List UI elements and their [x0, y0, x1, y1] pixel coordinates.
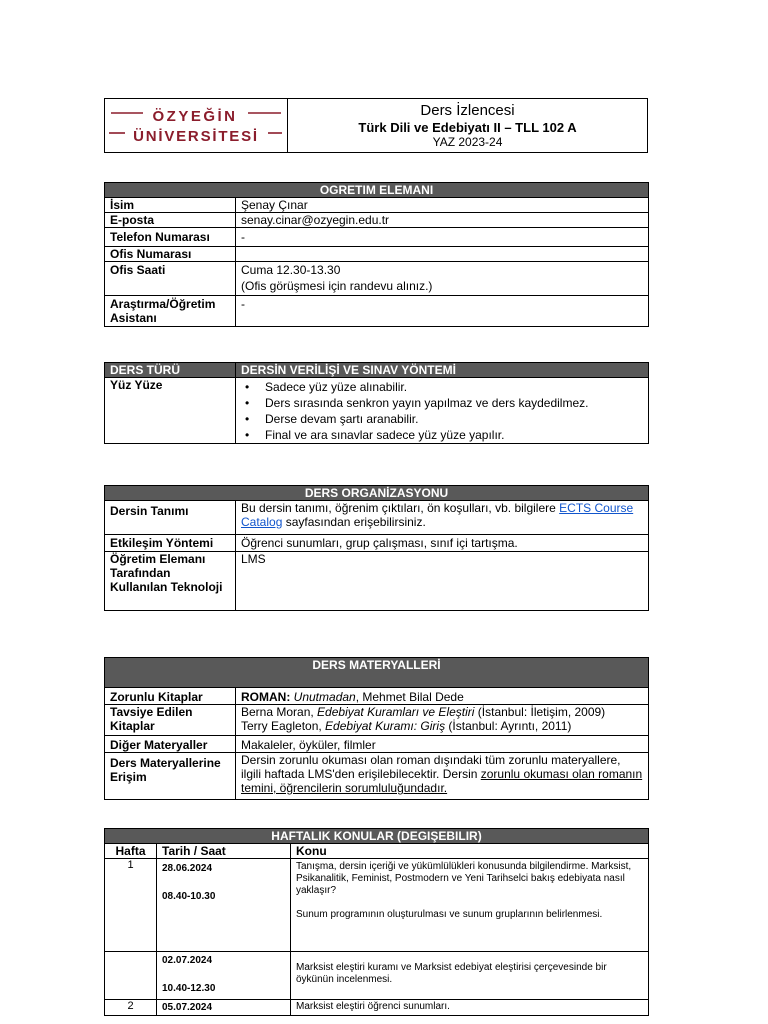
required-book-title: Unutmadan	[293, 690, 356, 704]
course-type-heading: DERS TÜRÜ	[105, 363, 236, 378]
course-type-value: Yüz Yüze	[105, 378, 236, 444]
course-description-value	[236, 501, 649, 535]
assistant-value: -	[236, 296, 649, 327]
list-item: • Derse devam şartı aranabilir.	[241, 411, 643, 427]
table-row	[105, 501, 649, 535]
delivery-table	[104, 362, 649, 444]
email-value: senay.cinar@ozyegin.edu.tr	[236, 213, 649, 228]
book-title: Edebiyat Kuramları ve Eleştiri	[317, 705, 475, 719]
instructor-heading: OGRETIM ELEMANI	[105, 183, 649, 198]
name-value: Şenay Çınar	[236, 198, 649, 213]
ects-catalog-link[interactable]: ECTS Course Catalog	[241, 501, 634, 529]
interaction-method-label: Etkileşim Yöntemi	[105, 535, 236, 552]
other-materials-value: Makaleler, öyküler, filmler	[236, 736, 649, 753]
materials-table	[104, 657, 649, 800]
course-description-label: Dersin Tanımı	[105, 501, 236, 535]
title-block	[288, 99, 647, 152]
list-item: • Final ve ara sınavlar sadece yüz yüze yapılır.	[241, 427, 643, 443]
phone-value: -	[236, 228, 649, 247]
organization-heading: DERS ORGANİZASYONU	[105, 486, 649, 501]
phone-label: Telefon Numarası	[105, 228, 236, 247]
required-books-label: Zorunlu Kitaplar	[105, 688, 236, 705]
lesson-date: 02.07.2024	[162, 955, 213, 966]
required-book-author: , Mehmet Bilal Dede	[355, 690, 464, 704]
instructor-table	[104, 182, 649, 327]
office-hours-note: (Ofis görüşmesi için randevu alınız.)	[241, 279, 433, 293]
assistant-label: Araştırma/Öğretim Asistanı	[105, 296, 236, 327]
table-row	[105, 688, 649, 705]
book-author: Berna Moran,	[241, 705, 318, 719]
topic-text: Marksist eleştiri öğrenci sunumları.	[296, 1001, 450, 1012]
recommended-books-label: Tavsiye Edilen Kitaplar	[105, 705, 236, 736]
topic-cell	[291, 1000, 649, 1016]
interaction-method-value: Öğrenci sunumları, grup çalışması, sınıf içi tartışma.	[236, 535, 649, 552]
recommended-book-2	[241, 719, 643, 733]
week-number: 2	[105, 1000, 157, 1016]
book-publisher: (İstanbul: İletişim, 2009)	[474, 705, 606, 719]
table-row	[105, 535, 649, 552]
material-access-label: Ders Materyallerine Erişim	[105, 753, 236, 800]
table-row	[105, 753, 649, 800]
list-item: • Sadece yüz yüze alınabilir.	[241, 379, 643, 395]
topic-text: Marksist eleştiri kuramı ve Marksist edebiyat eleştirisi çerçevesinde bir öykünün incelenmesi.	[296, 962, 607, 985]
date-time	[157, 1000, 291, 1016]
table-row	[105, 552, 649, 611]
table-row	[105, 378, 649, 444]
material-access-value	[236, 753, 649, 800]
topic-cell	[291, 952, 649, 1000]
table-row	[105, 296, 649, 327]
table-row	[105, 198, 649, 213]
recommended-book-1	[241, 705, 643, 719]
required-books-type: ROMAN:	[241, 690, 291, 704]
document-title: Ders İzlencesi	[420, 102, 515, 119]
week-number: 1	[105, 859, 157, 952]
delivery-rules	[236, 378, 649, 444]
other-materials-label: Diğer Materyaller	[105, 736, 236, 753]
topic-text: Sunum programının oluşturulması ve sunum gruplarının belirlenmesi.	[296, 909, 603, 920]
office-number-value	[236, 247, 649, 262]
course-name: Türk Dili ve Edebiyatı II – TLL 102 A	[358, 120, 577, 135]
lesson-date: 05.07.2024	[162, 1002, 213, 1013]
table-row	[105, 228, 649, 247]
office-hours-label: Ofis Saati	[105, 262, 236, 296]
technology-value: LMS	[236, 552, 649, 611]
delivery-method-heading: DERSİN VERİLİŞİ VE SINAV YÖNTEMİ	[236, 363, 649, 378]
email-label: E-posta	[105, 213, 236, 228]
logo-graphic	[105, 99, 288, 152]
technology-label: Öğretim Elemanı Tarafından Kullanılan Teknoloji	[105, 552, 236, 611]
weekly-topics-table	[104, 828, 649, 1016]
lesson-date: 28.06.2024	[162, 863, 213, 874]
table-row	[105, 705, 649, 736]
table-row	[105, 859, 649, 952]
materials-heading: DERS MATERYALLERİ	[105, 658, 649, 688]
logo-text-line1: ÖZYEĞİN	[152, 108, 238, 125]
office-number-label: Ofis Numarası	[105, 247, 236, 262]
university-logo	[105, 99, 288, 152]
required-books-value	[236, 688, 649, 705]
office-hours-time: Cuma 12.30-13.30	[241, 263, 341, 277]
week-column-header: Hafta	[105, 844, 157, 859]
book-title: Edebiyat Kuramı: Giriş	[325, 719, 446, 733]
course-description-tail: sayfasından erişebilirsiniz.	[285, 515, 426, 529]
recommended-books-value	[236, 705, 649, 736]
term-label: YAZ 2023-24	[432, 135, 503, 149]
logo-text-line2: ÜNİVERSİTESİ	[133, 128, 259, 145]
material-access-text: Dersin zorunlu okuması olan roman dışındaki tüm zorunlu materyallere, ilgili haftada LMS'den erişilebilecektir. Dersin	[241, 753, 621, 781]
table-row	[105, 1000, 649, 1016]
date-column-header: Tarih / Saat	[157, 844, 291, 859]
organization-table	[104, 485, 649, 611]
course-description-text: Bu dersin tanımı, öğrenim çıktıları, ön koşulları, vb. bilgilere	[241, 501, 556, 515]
week-number	[105, 952, 157, 1000]
table-row	[105, 247, 649, 262]
topic-cell	[291, 859, 649, 952]
list-item: • Ders sırasında senkron yayın yapılmaz ve ders kaydedilmez.	[241, 395, 643, 411]
date-time	[157, 952, 291, 1000]
date-time	[157, 859, 291, 952]
office-hours-value	[236, 262, 649, 296]
lesson-time: 08.40-10.30	[162, 891, 216, 902]
table-row	[105, 952, 649, 1000]
book-publisher: (İstanbul: Ayrıntı, 2011)	[445, 719, 572, 733]
table-row	[105, 262, 649, 296]
topic-column-header: Konu	[291, 844, 649, 859]
table-row	[105, 736, 649, 753]
lesson-time: 10.40-12.30	[162, 983, 216, 994]
book-author: Terry Eagleton,	[241, 719, 326, 733]
material-access-note: zorunlu okuması olan romanın temini, öğrencilerin sorumluluğundadır.	[241, 767, 643, 795]
name-label: İsim	[105, 198, 236, 213]
table-row	[105, 213, 649, 228]
syllabus-header	[104, 98, 648, 153]
topic-text: Tanışma, dersin içeriği ve yükümlülükleri konusunda bilgilendirme. Marksist, Psikanalitik, Feminist, Postmodern ve Yeni Tarihselci bakış edebiyata nasıl yaklaşır?	[296, 861, 632, 896]
weekly-heading: HAFTALIK KONULAR (DEGIŞEBILIR)	[105, 829, 649, 844]
